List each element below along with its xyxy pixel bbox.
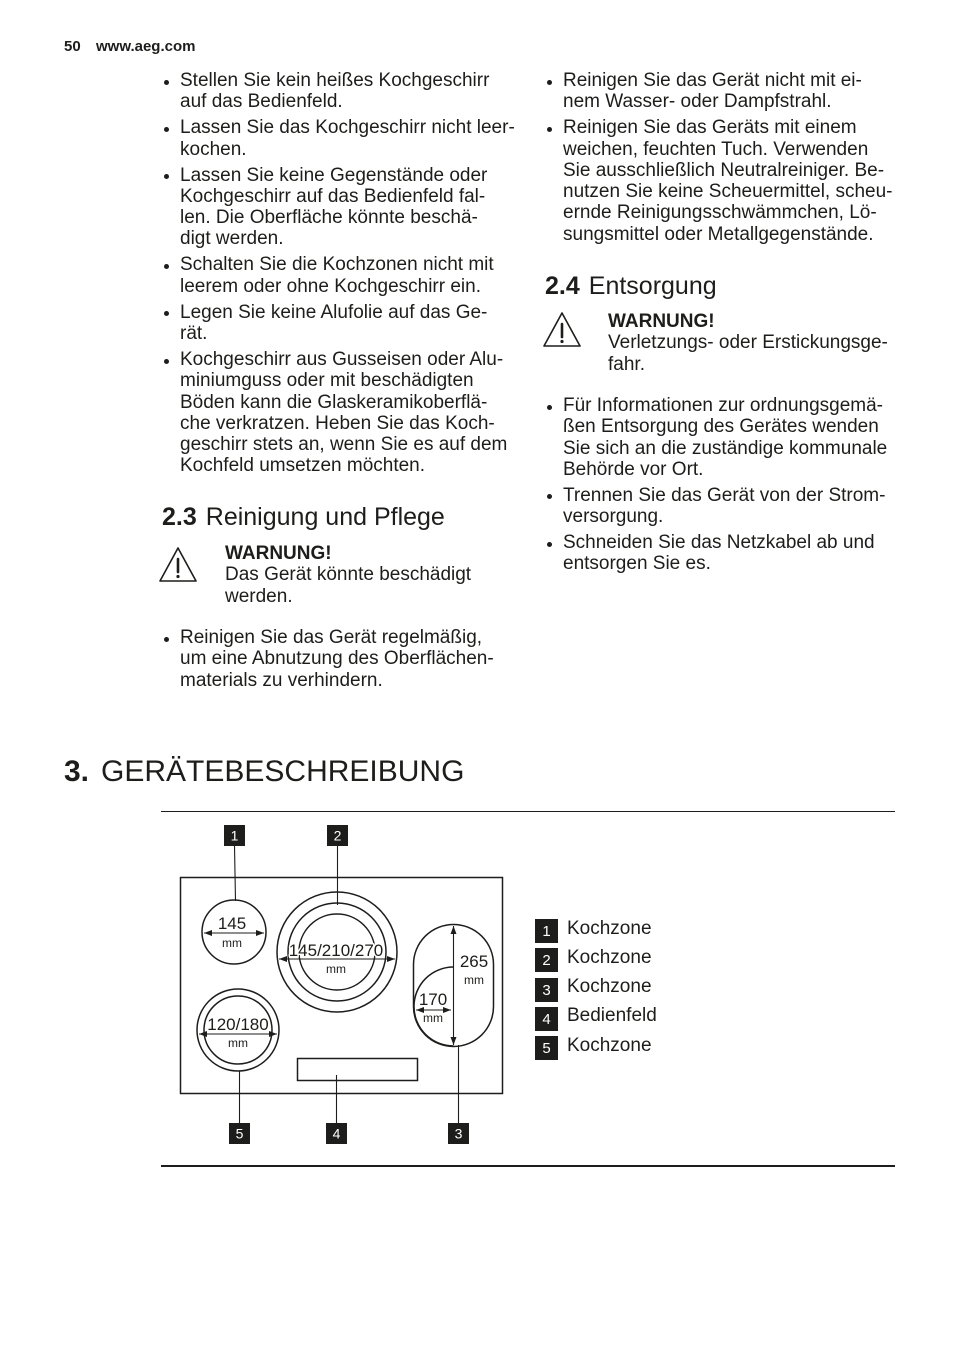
bullet-point xyxy=(164,80,169,85)
bullet-point xyxy=(547,127,552,132)
bullet-list xyxy=(545,395,887,579)
legend-number: 1 xyxy=(535,919,558,943)
chapter-heading xyxy=(64,754,464,790)
list-item-text: Kochgeschirr aus Gusseisen oder Alu- miniumguss oder mit beschädigten Böden kann die Glaskeramikoberflä- che verkratzen. Heben Sie das Koch- geschirr stets an, wenn Sie es auf dem Kochfeld umsetzen möchten. xyxy=(180,349,508,477)
callout-number: 4 xyxy=(332,1125,341,1142)
bullet-point xyxy=(164,637,169,642)
hob-outline xyxy=(181,878,503,1094)
bullet-point xyxy=(164,174,169,179)
list-item xyxy=(162,254,515,297)
list-item-text: Legen Sie keine Alufolie auf das Ge- rät. xyxy=(180,301,488,345)
callout-5 xyxy=(229,1123,250,1144)
callout-3 xyxy=(448,1123,469,1144)
list-item-text: Reinigen Sie das Gerät regelmäßig, um eine Abnutzung des Oberflächen- materials zu verhindern. xyxy=(180,627,494,691)
warning-label: WARNUNG! xyxy=(608,311,715,332)
legend-number: 5 xyxy=(535,1036,558,1060)
callout-number: 3 xyxy=(454,1125,463,1142)
legend-number: 4 xyxy=(535,1007,558,1031)
chapter-title: GERÄTEBESCHREIBUNG xyxy=(101,755,465,788)
legend-number: 3 xyxy=(535,978,558,1002)
list-item-text: Reinigen Sie das Gerät nicht mit ei- nem Wasser- oder Dampfstrahl. xyxy=(563,70,862,113)
bullet-point xyxy=(164,359,169,364)
section-number: 2.3 xyxy=(162,503,197,531)
bullet-list xyxy=(545,70,893,250)
warning-text: Verletzungs- oder Erstickungsge- fahr. xyxy=(608,332,888,375)
zone-unit: mm xyxy=(228,1036,248,1050)
legend-item xyxy=(535,948,735,977)
divider-top xyxy=(161,811,895,812)
legend-label: Kochzone xyxy=(567,1034,652,1056)
list-item-text: Trennen Sie das Gerät von der Strom- versorgung. xyxy=(563,484,886,528)
zone-diameter: 145 xyxy=(217,914,247,933)
exclamation-dot xyxy=(560,340,563,343)
divider-bottom xyxy=(161,1165,895,1167)
list-item xyxy=(162,302,515,345)
cooking-zone-3 xyxy=(414,925,494,1047)
bullet-point xyxy=(547,494,552,499)
list-item-text: Reinigen Sie das Geräts mit einem weichen, feuchten Tuch. Verwenden Sie ausschließlich Neutralreiniger. Be- nutzen Sie keine Scheuermittel, scheu- ernde Reinigungsschwämmchen, Lö- sungsmittel oder Metallgegenstände. xyxy=(563,117,893,245)
list-item xyxy=(545,532,887,575)
list-item xyxy=(545,70,893,113)
list-item xyxy=(162,117,515,160)
legend-label: Kochzone xyxy=(567,976,652,997)
chapter-number: 3. xyxy=(64,755,90,788)
list-item xyxy=(162,165,515,250)
callout-number: 2 xyxy=(333,827,342,844)
callout-4 xyxy=(326,1123,347,1144)
section-number: 2.4 xyxy=(545,272,580,300)
legend-label: Kochzone xyxy=(567,917,652,939)
list-item-text: Stellen Sie kein heißes Kochgeschirr auf das Bedienfeld. xyxy=(180,70,490,113)
list-item-text: Lassen Sie keine Gegenstände oder Kochgeschirr auf das Bedienfeld fal- len. Die Oberfläche könnte beschä- digt werden. xyxy=(180,164,488,250)
legend-label: Kochzone xyxy=(567,946,652,968)
legend-label: Bedienfeld xyxy=(567,1005,657,1027)
warning-block xyxy=(608,311,888,375)
list-item xyxy=(545,395,887,480)
legend-item xyxy=(535,1007,735,1036)
bullet-point xyxy=(547,405,552,410)
cooking-zone-1 xyxy=(202,900,266,964)
callout-number: 5 xyxy=(235,1125,244,1142)
list-item-text: Schneiden Sie das Netzkabel ab und entsorgen Sie es. xyxy=(563,532,875,575)
bullet-point xyxy=(547,542,552,547)
zone-unit: mm xyxy=(326,962,346,976)
legend-item xyxy=(535,1036,735,1065)
list-item-text: Lassen Sie das Kochgeschirr nicht leer- kochen. xyxy=(180,117,515,160)
exclamation-dot xyxy=(176,575,179,578)
section-heading xyxy=(545,271,717,301)
hob-diagram xyxy=(170,815,515,1155)
warning-block xyxy=(225,543,471,607)
list-item xyxy=(545,485,887,528)
list-item-text: Schalten Sie die Kochzonen nicht mit leerem oder ohne Kochgeschirr ein. xyxy=(180,254,494,297)
list-item xyxy=(162,70,515,113)
legend-number: 2 xyxy=(535,948,558,972)
cooking-zone-2 xyxy=(277,892,397,1012)
list-item xyxy=(162,349,515,477)
warning-label: WARNUNG! xyxy=(225,543,332,564)
section-heading xyxy=(162,502,445,532)
bullet-list xyxy=(162,627,494,696)
legend-item xyxy=(535,919,735,948)
legend-item xyxy=(535,978,735,1007)
warning-icon xyxy=(159,546,197,582)
zone-unit: mm xyxy=(222,936,242,950)
page-number: 50 xyxy=(64,38,81,55)
bullet-point xyxy=(164,127,169,132)
bullet-point xyxy=(164,311,169,316)
section-title: Reinigung und Pflege xyxy=(205,503,445,531)
callout-2 xyxy=(327,825,348,846)
control-panel xyxy=(298,1059,418,1081)
list-item xyxy=(545,117,893,245)
zone-unit: mm xyxy=(423,1011,443,1025)
list-item-text: Für Informationen zur ordnungsgemä- ßen Entsorgung des Gerätes wenden Sie sich an die zuständige kommunale Behörde vor Ort. xyxy=(563,395,888,480)
bullet-point xyxy=(547,80,552,85)
bullet-point xyxy=(164,264,169,269)
leader-line-1 xyxy=(235,846,236,901)
zone-diameter: 170 xyxy=(418,990,448,1009)
bullet-list xyxy=(162,70,515,481)
warning-text: Das Gerät könnte beschädigt werden. xyxy=(225,564,472,607)
zone-length: 265 xyxy=(459,952,489,971)
cooking-zone-5 xyxy=(197,989,279,1071)
warning-icon xyxy=(543,311,581,347)
diagram-legend xyxy=(535,919,735,1065)
zone-diameter: 120/180 xyxy=(207,1015,269,1034)
website-url: www.aeg.com xyxy=(96,38,196,55)
list-item xyxy=(162,627,494,691)
zone-diameter: 145/210/270 xyxy=(288,941,384,960)
section-title: Entsorgung xyxy=(588,272,717,300)
callout-number: 1 xyxy=(230,827,239,844)
zone-unit: mm xyxy=(464,973,484,987)
callout-1 xyxy=(224,825,245,846)
